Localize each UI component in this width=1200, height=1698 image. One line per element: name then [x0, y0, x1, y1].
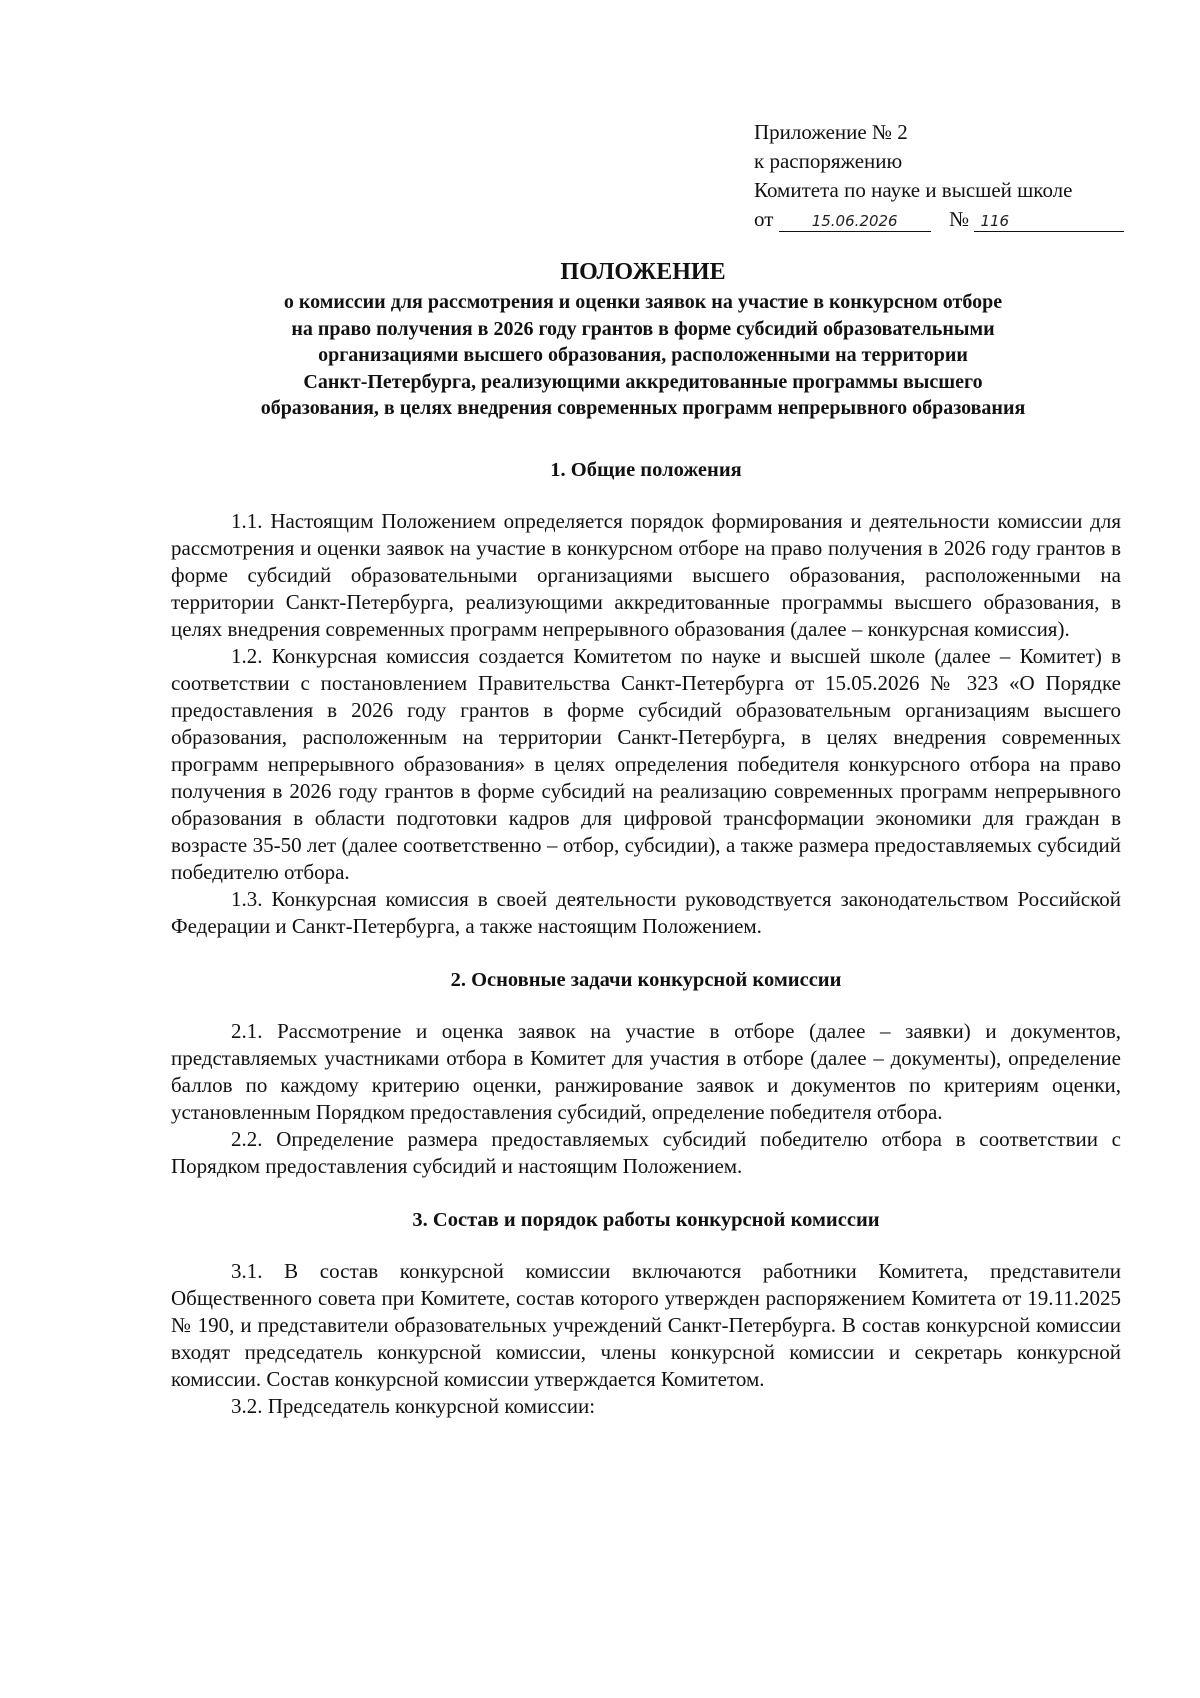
document-title-block [160, 257, 1126, 422]
subtitle-line: организациями высшего образования, расположенными на территории [318, 344, 968, 366]
attachment-number: Приложение № 2 [754, 120, 908, 144]
attachment-header [754, 118, 1134, 234]
subtitle-line: образования, в целях внедрения современных программ непрерывного образования [260, 397, 1026, 419]
paragraph-1-1: 1.1. Настоящим Положением определяется порядок формирования и деятельности комиссии для рассмотрения и оценки заявок на участие в конкурсном отборе на право получения в 2026 году грантов в форме субсидий образовательными организациями высшего образования, расположенными на территории Санкт-Петербурга, реализующими аккредитованные программы высшего образования, в целях внедрения современных программ непрерывного образования (далее – конкурсная комиссия). [171, 509, 1121, 641]
paragraph-2-1: 2.1. Рассмотрение и оценка заявок на участие в отборе (далее – заявки) и документов, представляемых участниками отбора в Комитет для участия в отборе (далее – документы), определение баллов по каждому критерию оценки, ранжирование заявок и документов по критериям оценки, установленным Порядком предоставления субсидий, определение победителя отбора. [171, 1019, 1121, 1124]
attachment-order-ref: к распоряжению [754, 149, 903, 173]
paragraph-1-3: 1.3. Конкурсная комиссия в своей деятельности руководствуется законодательством Российской Федерации и Санкт-Петербурга, а также настоящим Положением. [171, 887, 1121, 938]
subtitle-line: на право получения в 2026 году грантов в форме субсидий образовательными [291, 317, 995, 340]
section-heading-general: 1. Общие положения [550, 459, 742, 481]
paragraph-3-1: 3.1. В состав конкурсной комиссии включаются работники Комитета, представители Общественного совета при Комитете, состав которого утвержден распоряжением Комитета от 19.11.2025 № 190, и представители образовательных учреждений Санкт-Петербурга. В состав конкурсной комиссии входят председатель конкурсной комиссии, члены конкурсной комиссии и секретарь конкурсной комиссии. Состав конкурсной комиссии утверждается Комитетом. [171, 1259, 1121, 1391]
handwritten-number: 116 [974, 211, 1124, 232]
document-body [171, 456, 1121, 1420]
attachment-date-number-line [754, 205, 1134, 234]
paragraph-1-2: 1.2. Конкурсная комиссия создается Комитетом по науке и высшей школе (далее – Комитет) в соответствии с постановлением Правительства Санкт-Петербурга от 15.05.2026 № 323 «О Порядке предоставления в 2026 году грантов в форме субсидий образовательным организациям высшего образования, расположенным на территории Санкт-Петербурга, в целях внедрения современных программ непрерывного образования» в целях определения победителя конкурсного отбора на право получения в 2026 году грантов в форме субсидий на реализацию современных программ непрерывного образования в области подготовки кадров для цифровой трансформации экономики для граждан в возрасте 35-50 лет (далее соответственно – отбор, субсидии), а также размера предоставляемых субсидий победителю отбора. [171, 644, 1121, 884]
from-label: от [754, 207, 774, 231]
paragraph-2-2: 2.2. Определение размера предоставляемых субсидий победителю отбора в соответствии с Порядком предоставления субсидий и настоящим Положением. [171, 1127, 1121, 1178]
attachment-committee: Комитета по науке и высшей школе [754, 178, 1073, 202]
paragraph-3-2: 3.2. Председатель конкурсной комиссии: [231, 1394, 596, 1418]
document-subtitle [160, 289, 1126, 422]
number-label: № [949, 207, 970, 231]
section-heading-tasks: 2. Основные задачи конкурсной комиссии [450, 969, 842, 991]
section-heading-composition: 3. Состав и порядок работы конкурсной комиссии [412, 1209, 880, 1231]
handwritten-date: 15.06.2026 [779, 211, 931, 232]
subtitle-line: Санкт-Петербурга, реализующими аккредитованные программы высшего [303, 370, 983, 393]
subtitle-line: о комиссии для рассмотрения и оценки заявок на участие в конкурсном отборе [283, 291, 1003, 313]
document-title: ПОЛОЖЕНИЕ [560, 259, 726, 285]
